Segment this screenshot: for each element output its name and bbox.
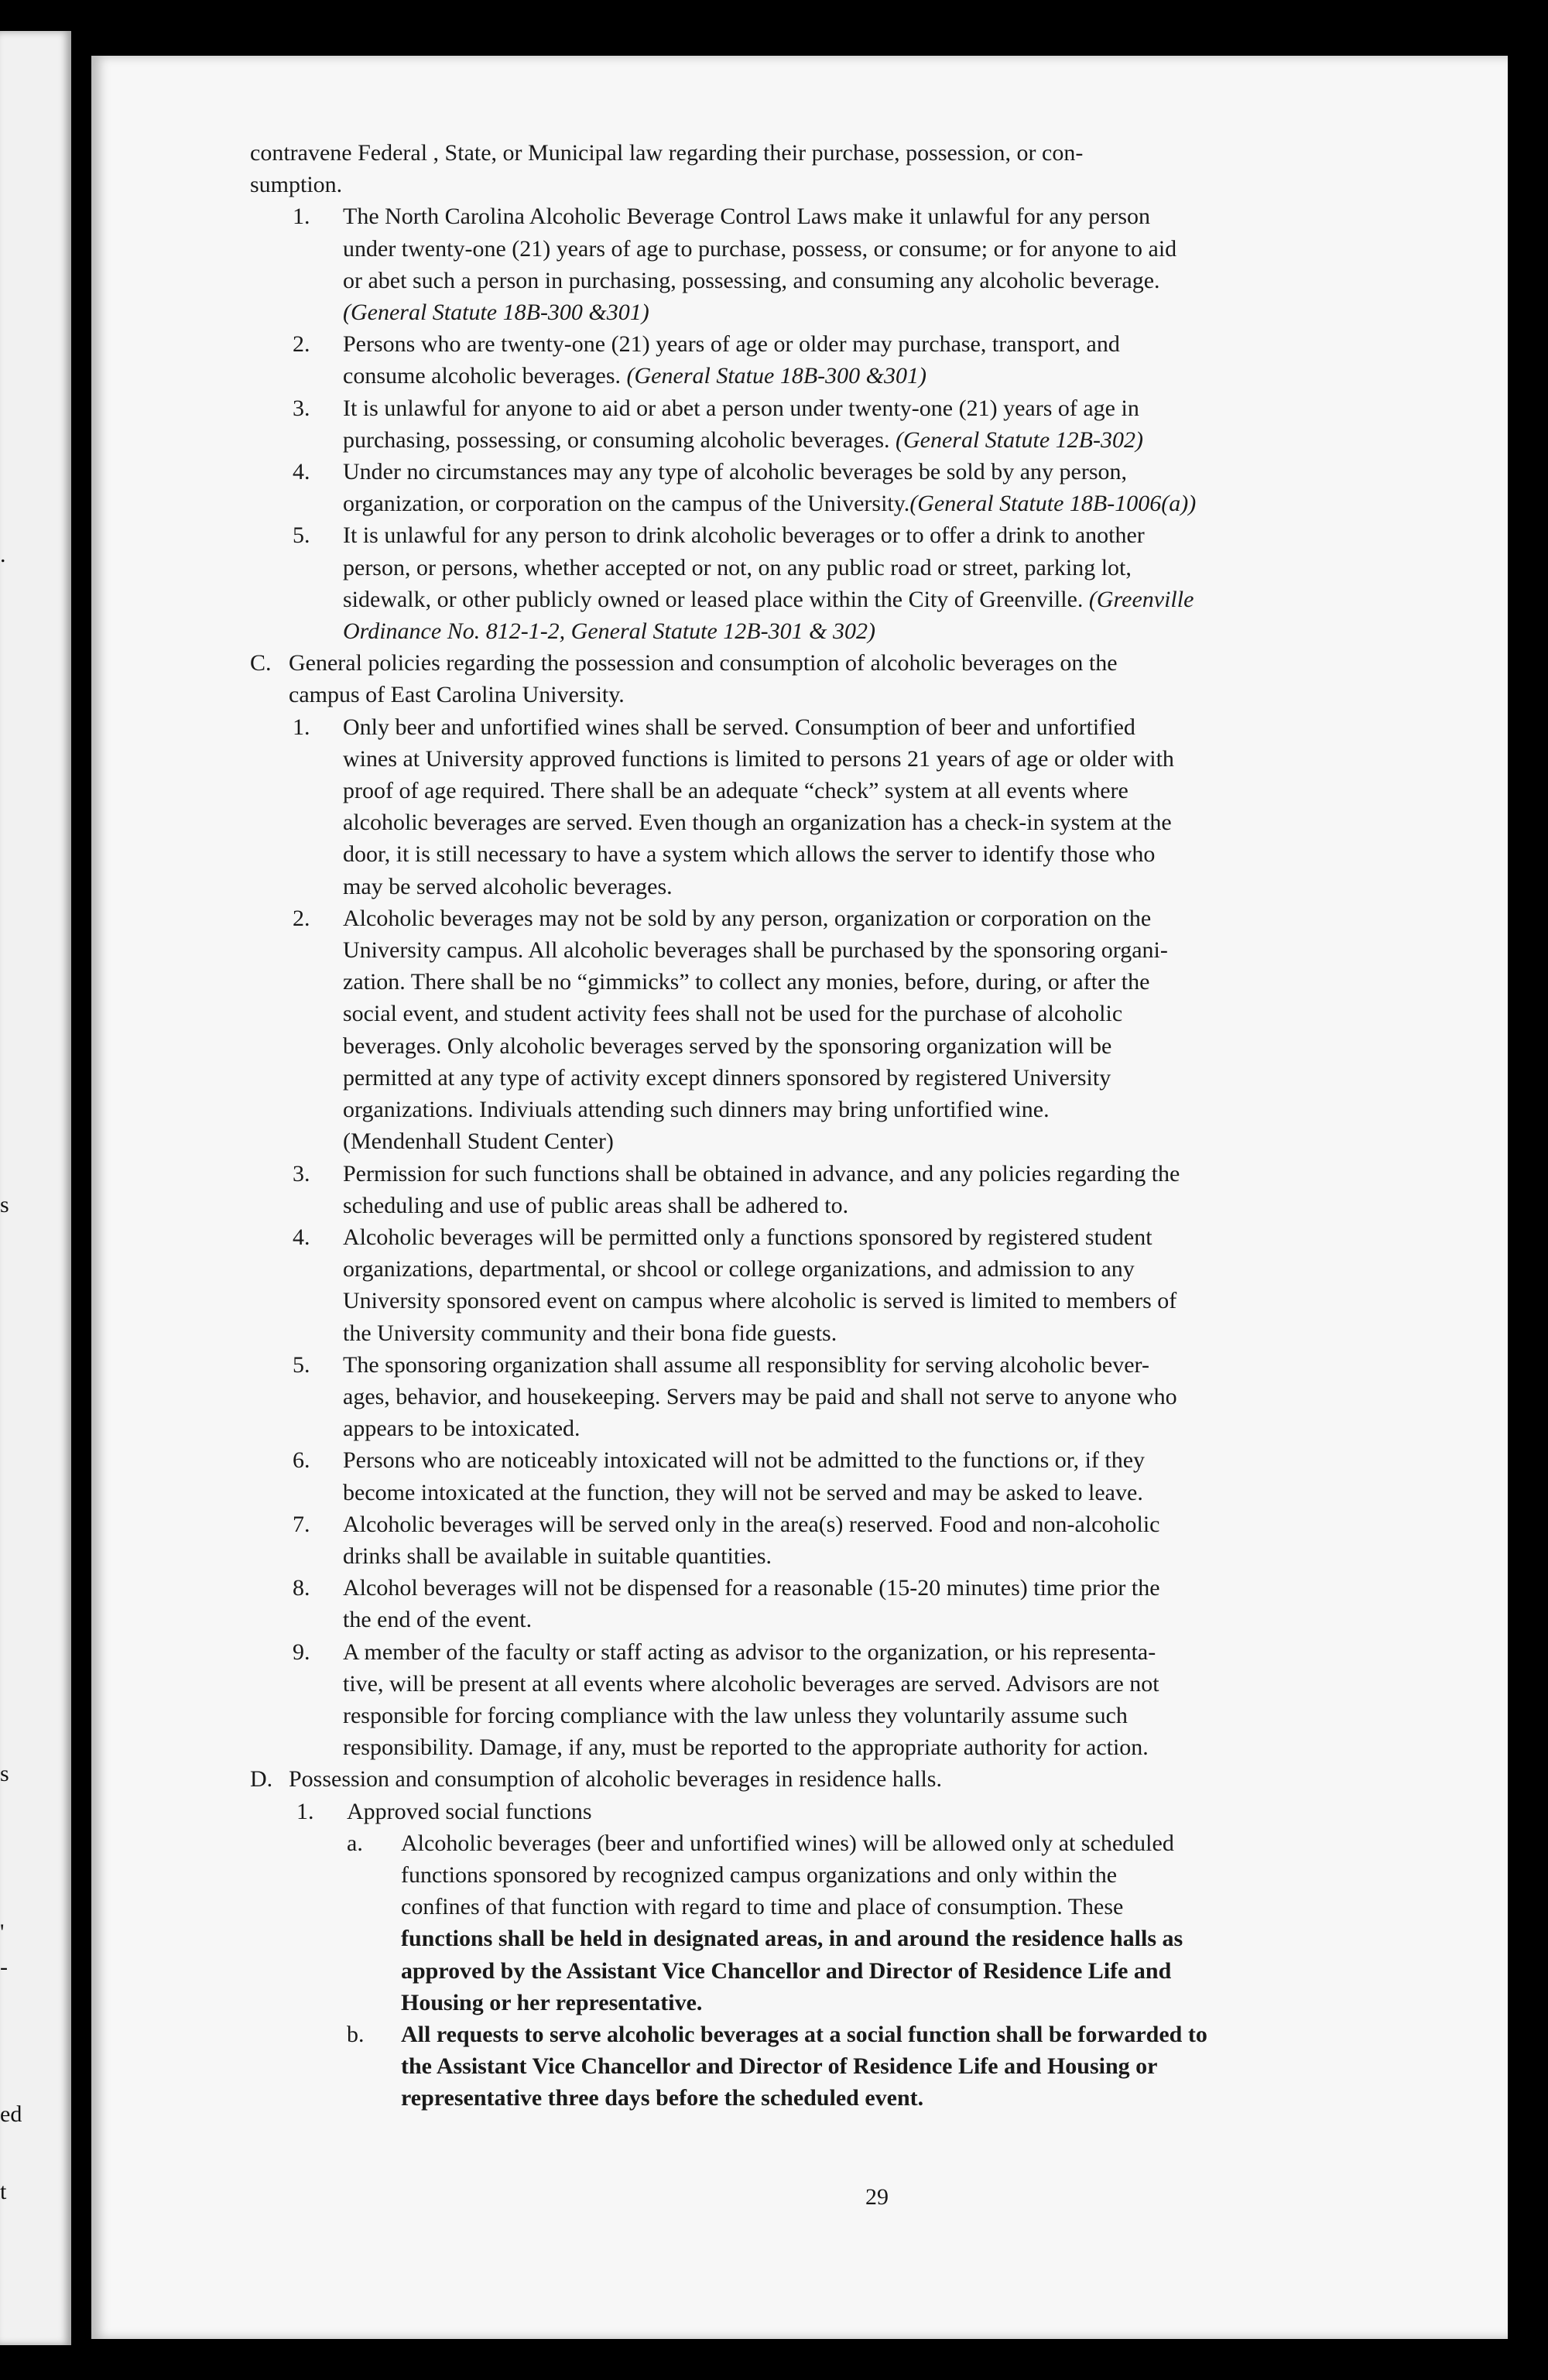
- line-text: [401, 1859, 1485, 1891]
- text-line: [250, 169, 1485, 200]
- plain-text: door, it is still necessary to have a system which allows the server to identify those who: [343, 841, 1156, 868]
- line-text: [289, 679, 1485, 711]
- plain-text: consume alcoholic beverages.: [343, 363, 627, 389]
- citation-text: (Greenville: [1088, 586, 1194, 612]
- plain-text: organizations. Indiviuals attending such dinners may bring unfortified wine.: [343, 1097, 1050, 1123]
- line-text: [343, 1190, 1485, 1221]
- margin-fragment: s: [0, 1192, 9, 1217]
- plain-text: Approved social functions: [347, 1798, 592, 1824]
- plain-text: sumption.: [250, 172, 343, 198]
- line-text: [343, 615, 1485, 647]
- text-line: [250, 1190, 1485, 1221]
- text-line: [250, 998, 1485, 1029]
- text-line: [250, 1508, 1485, 1540]
- previous-page-edge: [0, 31, 71, 2345]
- list-marker: 1.: [296, 1798, 314, 1824]
- plain-text: Alcoholic beverages will be permitted only a functions sponsored by registered student: [343, 1224, 1152, 1250]
- list-marker: 2.: [293, 905, 310, 931]
- plain-text: zation. There shall be no “gimmicks” to collect any monies, before, during, or after the: [343, 969, 1150, 995]
- line-text: [343, 200, 1485, 232]
- text-line: [250, 1477, 1485, 1508]
- list-marker: 4.: [293, 459, 310, 485]
- page-body-text: [250, 137, 1485, 2115]
- plain-text: Possession and consumption of alcoholic beverages in residence halls.: [289, 1766, 942, 1793]
- line-text: [343, 711, 1485, 743]
- text-line: [250, 1030, 1485, 1062]
- citation-text: (General Statute 18B-300 &301): [343, 300, 649, 326]
- text-line: [250, 519, 1485, 551]
- citation-text: (General Statute 12B-302): [896, 426, 1143, 453]
- line-text: [401, 2050, 1485, 2082]
- plain-text: The sponsoring organization shall assume all responsiblity for serving alcoholic bever-: [343, 1351, 1149, 1378]
- line-text: [343, 1700, 1485, 1731]
- line-text: [343, 1125, 1485, 1157]
- margin-fragment: ': [0, 1919, 5, 1945]
- plain-text: the University community and their bona fide guests.: [343, 1320, 837, 1346]
- text-line: [250, 360, 1485, 392]
- plain-text: Alcoholic beverages (beer and unfortified wines) will be allowed only at scheduled: [401, 1830, 1174, 1856]
- line-text: [343, 1572, 1485, 1604]
- plain-text: Under no circumstances may any type of alcoholic beverages be sold by any person,: [343, 459, 1127, 485]
- line-text: [343, 296, 1485, 328]
- text-line: [250, 200, 1485, 232]
- line-text: [343, 775, 1485, 806]
- plain-text: permitted at any type of activity except dinners sponsored by registered University: [343, 1064, 1111, 1091]
- plain-text: or abet such a person in purchasing, possessing, and consuming any alcoholic beverage.: [343, 267, 1160, 293]
- list-marker: 9.: [293, 1639, 310, 1665]
- text-line: [250, 1381, 1485, 1413]
- text-line: [250, 2019, 1485, 2050]
- line-text: [343, 584, 1485, 615]
- plain-text: tive, will be present at all events where alcoholic beverages are served. Advisors are not: [343, 1670, 1159, 1697]
- margin-fragment: .: [0, 542, 6, 567]
- text-line: [250, 806, 1485, 838]
- line-text: [343, 806, 1485, 838]
- text-line: [250, 1349, 1485, 1381]
- line-text: [250, 169, 1485, 200]
- citation-text: Ordinance No. 812-1-2, General Statute 12B-301 & 302): [343, 618, 875, 645]
- plain-text: Only beer and unfortified wines shall be served. Consumption of beer and unfortified: [343, 714, 1135, 740]
- plain-text: social event, and student activity fees shall not be used for the purchase of alcoholic: [343, 1001, 1123, 1027]
- line-text: [401, 1891, 1485, 1923]
- text-line: [250, 775, 1485, 806]
- list-marker: D.: [250, 1766, 273, 1793]
- line-text: [343, 1285, 1485, 1317]
- line-text: [347, 1796, 1485, 1827]
- margin-fragment: t: [0, 2179, 7, 2204]
- plain-text: University campus. All alcoholic beverages shall be purchased by the sponsoring organi-: [343, 937, 1168, 964]
- line-text: [343, 998, 1485, 1029]
- bold-text: Housing or her representative.: [401, 1989, 703, 2015]
- text-line: [250, 1763, 1485, 1795]
- line-text: [343, 1158, 1485, 1190]
- line-text: [343, 488, 1485, 519]
- document-page: [91, 56, 1508, 2339]
- line-text: [343, 1253, 1485, 1285]
- line-text: [343, 1221, 1485, 1253]
- page-number: 29: [865, 2184, 889, 2210]
- text-line: [250, 1955, 1485, 1987]
- plain-text: organizations, departmental, or shcool or college organizations, and admission to any: [343, 1256, 1135, 1282]
- plain-text: organization, or corporation on the campus of the University.: [343, 491, 910, 517]
- list-marker: a.: [347, 1830, 363, 1856]
- line-text: [343, 424, 1485, 456]
- list-marker: b.: [347, 2021, 365, 2047]
- line-text: [289, 1763, 1485, 1795]
- line-text: [343, 1604, 1485, 1635]
- bold-text: All requests to serve alcoholic beverages at a social function shall be forwarded to: [401, 2021, 1207, 2047]
- text-line: [250, 1253, 1485, 1285]
- citation-text: (General Statue 18B-300 &301): [626, 363, 926, 389]
- line-text: [343, 265, 1485, 296]
- plain-text: may be served alcoholic beverages.: [343, 873, 673, 899]
- plain-text: A member of the faculty or staff acting as advisor to the organization, or his representa-: [343, 1639, 1156, 1665]
- text-line: [250, 1636, 1485, 1668]
- text-line: [250, 1158, 1485, 1190]
- plain-text: beverages. Only alcoholic beverages served by the sponsoring organization will be: [343, 1032, 1112, 1059]
- text-line: [250, 711, 1485, 743]
- plain-text: It is unlawful for anyone to aid or abet a person under twenty-one (21) years of age in: [343, 395, 1139, 421]
- list-marker: 3.: [293, 395, 310, 421]
- line-text: [343, 1444, 1485, 1476]
- text-line: [250, 424, 1485, 456]
- plain-text: confines of that function with regard to time and place of consumption. These: [401, 1894, 1124, 1920]
- plain-text: drinks shall be available in suitable quantities.: [343, 1543, 772, 1569]
- line-text: [343, 1094, 1485, 1125]
- text-line: [250, 1891, 1485, 1923]
- line-text: [343, 456, 1485, 488]
- line-text: [343, 1731, 1485, 1763]
- text-line: [250, 1285, 1485, 1317]
- text-line: [250, 1796, 1485, 1827]
- list-marker: 1.: [293, 204, 310, 230]
- text-line: [250, 392, 1485, 424]
- line-text: [343, 1540, 1485, 1572]
- text-line: [250, 1731, 1485, 1763]
- list-marker: 2.: [293, 331, 310, 358]
- line-text: [343, 1508, 1485, 1540]
- plain-text: Alcoholic beverages will be served only in the area(s) reserved. Food and non-alcoholic: [343, 1511, 1160, 1537]
- plain-text: purchasing, possessing, or consuming alcoholic beverages.: [343, 426, 896, 453]
- text-line: [250, 902, 1485, 934]
- text-line: [250, 1125, 1485, 1157]
- text-line: [250, 1540, 1485, 1572]
- line-text: [289, 647, 1485, 679]
- text-line: [250, 615, 1485, 647]
- bold-text: representative three days before the scheduled event.: [401, 2085, 924, 2111]
- plain-text: Persons who are noticeably intoxicated will not be admitted to the functions or, if they: [343, 1447, 1146, 1474]
- text-line: [250, 1444, 1485, 1476]
- margin-fragment: ed: [0, 2101, 22, 2127]
- plain-text: appears to be intoxicated.: [343, 1416, 580, 1442]
- text-line: [250, 328, 1485, 360]
- text-line: [250, 1859, 1485, 1891]
- text-line: [250, 1923, 1485, 1954]
- line-text: [343, 1317, 1485, 1349]
- text-line: [250, 1317, 1485, 1349]
- text-line: [250, 838, 1485, 870]
- list-marker: 4.: [293, 1224, 310, 1250]
- plain-text: proof of age required. There shall be an adequate “check” system at all events where: [343, 778, 1128, 804]
- line-text: [343, 392, 1485, 424]
- line-text: [343, 1413, 1485, 1444]
- line-text: [343, 519, 1485, 551]
- plain-text: scheduling and use of public areas shall be adhered to.: [343, 1192, 849, 1218]
- list-marker: 6.: [293, 1447, 310, 1474]
- text-line: [250, 1827, 1485, 1859]
- line-text: [343, 233, 1485, 265]
- line-text: [343, 1636, 1485, 1668]
- line-text: [343, 1062, 1485, 1094]
- line-text: [343, 871, 1485, 902]
- line-text: [343, 1668, 1485, 1700]
- plain-text: become intoxicated at the function, they will not be served and may be asked to leave.: [343, 1479, 1143, 1505]
- plain-text: Persons who are twenty-one (21) years of age or older may purchase, transport, and: [343, 331, 1120, 358]
- list-marker: 5.: [293, 1351, 310, 1378]
- plain-text: responsibility. Damage, if any, must be reported to the appropriate authority for action.: [343, 1734, 1149, 1761]
- text-line: [250, 1062, 1485, 1094]
- plain-text: Alcoholic beverages may not be sold by any person, organization or corporation on the: [343, 905, 1152, 931]
- line-text: [401, 1923, 1485, 1954]
- text-line: [250, 1413, 1485, 1444]
- text-line: [250, 1987, 1485, 2019]
- plain-text: person, or persons, whether accepted or not, on any public road or street, parking lot,: [343, 554, 1132, 580]
- text-line: [250, 1700, 1485, 1731]
- line-text: [343, 902, 1485, 934]
- text-line: [250, 1604, 1485, 1635]
- citation-text: (General Statute 18B-1006(a)): [909, 491, 1197, 517]
- line-text: [401, 1987, 1485, 2019]
- list-marker: 8.: [293, 1575, 310, 1601]
- bold-text: approved by the Assistant Vice Chancellor and Director of Residence Life and: [401, 1957, 1172, 1984]
- text-line: [250, 2082, 1485, 2114]
- text-line: [250, 743, 1485, 775]
- text-line: [250, 679, 1485, 711]
- plain-text: alcoholic beverages are served. Even though an organization has a check-in system at the: [343, 810, 1172, 836]
- plain-text: Alcohol beverages will not be dispensed for a reasonable (15-20 minutes) time prior the: [343, 1575, 1160, 1601]
- line-text: [343, 1477, 1485, 1508]
- text-line: [250, 871, 1485, 902]
- line-text: [401, 1827, 1485, 1859]
- line-text: [343, 743, 1485, 775]
- text-line: [250, 265, 1485, 296]
- plain-text: contravene Federal , State, or Municipal law regarding their purchase, possession, or con-: [250, 140, 1084, 166]
- plain-text: (Mendenhall Student Center): [343, 1128, 614, 1155]
- line-text: [401, 2082, 1485, 2114]
- line-text: [343, 1030, 1485, 1062]
- list-marker: 1.: [293, 714, 310, 740]
- line-text: [343, 1349, 1485, 1381]
- line-text: [343, 552, 1485, 584]
- list-marker: 7.: [293, 1511, 310, 1537]
- plain-text: University sponsored event on campus where alcoholic is served is limited to members of: [343, 1288, 1177, 1314]
- plain-text: campus of East Carolina University.: [289, 682, 625, 708]
- line-text: [401, 1955, 1485, 1987]
- margin-fragment: s: [0, 1761, 9, 1786]
- margin-fragment: -: [0, 1954, 8, 1980]
- text-line: [250, 934, 1485, 966]
- text-line: [250, 2050, 1485, 2082]
- bold-text: the Assistant Vice Chancellor and Director of Residence Life and Housing or: [401, 2053, 1158, 2080]
- bold-text: functions shall be held in designated areas, in and around the residence halls as: [401, 1926, 1183, 1952]
- line-text: [250, 137, 1485, 169]
- list-marker: 5.: [293, 522, 310, 549]
- plain-text: under twenty-one (21) years of age to purchase, possess, or consume; or for anyone to aid: [343, 235, 1177, 262]
- text-line: [250, 233, 1485, 265]
- line-text: [401, 2019, 1485, 2050]
- text-line: [250, 296, 1485, 328]
- text-line: [250, 966, 1485, 998]
- text-line: [250, 1572, 1485, 1604]
- line-text: [343, 1381, 1485, 1413]
- plain-text: wines at University approved functions is limited to persons 21 years of age or older with: [343, 745, 1174, 772]
- list-marker: 3.: [293, 1160, 310, 1187]
- list-marker: C.: [250, 650, 272, 676]
- line-text: [343, 838, 1485, 870]
- plain-text: responsible for forcing compliance with the law unless they voluntarily assume such: [343, 1702, 1128, 1728]
- text-line: [250, 584, 1485, 615]
- text-line: [250, 456, 1485, 488]
- plain-text: sidewalk, or other publicly owned or leased place within the City of Greenville.: [343, 586, 1089, 612]
- plain-text: functions sponsored by recognized campus organizations and only within the: [401, 1861, 1118, 1888]
- line-text: [343, 966, 1485, 998]
- line-text: [343, 328, 1485, 360]
- plain-text: the end of the event.: [343, 1607, 533, 1633]
- text-line: [250, 552, 1485, 584]
- plain-text: ages, behavior, and housekeeping. Servers may be paid and shall not serve to anyone who: [343, 1383, 1177, 1409]
- plain-text: Permission for such functions shall be obtained in advance, and any policies regarding the: [343, 1160, 1180, 1187]
- text-line: [250, 1668, 1485, 1700]
- text-line: [250, 137, 1485, 169]
- plain-text: The North Carolina Alcoholic Beverage Control Laws make it unlawful for any person: [343, 204, 1151, 230]
- plain-text: It is unlawful for any person to drink alcoholic beverages or to offer a drink to another: [343, 522, 1145, 549]
- plain-text: General policies regarding the possession and consumption of alcoholic beverages on the: [289, 650, 1118, 676]
- line-text: [343, 360, 1485, 392]
- line-text: [343, 934, 1485, 966]
- text-line: [250, 1221, 1485, 1253]
- text-line: [250, 488, 1485, 519]
- text-line: [250, 647, 1485, 679]
- text-line: [250, 1094, 1485, 1125]
